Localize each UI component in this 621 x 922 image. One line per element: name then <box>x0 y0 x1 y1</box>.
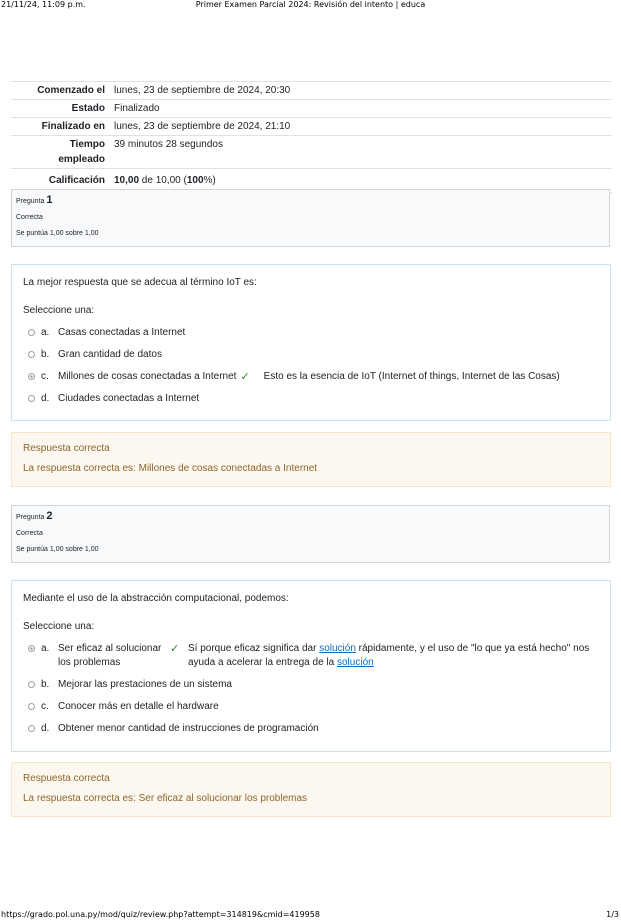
feedback-text: ayuda a acelerar la entrega de la <box>188 657 337 668</box>
option-letter: a. <box>41 327 50 338</box>
radio-checked-icon[interactable] <box>28 645 35 652</box>
option-text-line2: los problemas <box>58 657 121 668</box>
question-2-state: Correcta <box>16 530 43 537</box>
option-text: Obtener menor cantidad de instrucciones de programación <box>58 723 319 734</box>
outcome-right-answer: La respuesta correcta es: Ser eficaz al solucionar los problemas <box>23 793 308 804</box>
question-2-option-d[interactable] <box>23 722 599 736</box>
outcome-right-answer: La respuesta correcta es: Millones de cosas conectadas a Internet <box>23 463 318 474</box>
question-1-number <box>16 194 605 208</box>
summary-row-finished <box>11 117 612 135</box>
grade-end: %) <box>203 175 216 186</box>
question-2-option-a[interactable] <box>23 642 599 670</box>
question-2-option-c[interactable] <box>23 700 599 714</box>
outcome-title: Respuesta correcta <box>23 773 110 784</box>
started-label: Comenzado el <box>37 85 105 96</box>
question-prefix: Pregunta <box>16 514 45 521</box>
question-2-prompt: Mediante el uso de la abstracción computacional, podemos: <box>23 593 289 604</box>
question-number: 2 <box>46 510 53 522</box>
grade-percent: 100 <box>186 175 204 186</box>
finished-label: Finalizado en <box>41 121 105 132</box>
question-1-info <box>11 189 610 247</box>
print-header <box>0 0 621 12</box>
summary-row-time <box>11 135 612 168</box>
question-number: 1 <box>46 194 53 206</box>
option-text <box>58 642 166 670</box>
question-1-state: Correcta <box>16 214 43 221</box>
question-2-select-label: Seleccione una: <box>23 621 95 632</box>
option-feedback: Esto es la esencia de IoT (Internet of things, Internet de las Cosas) <box>263 371 560 382</box>
question-1-content <box>11 264 611 421</box>
radio-icon[interactable] <box>28 395 35 402</box>
summary-row-state <box>11 99 612 117</box>
print-page-title: Primer Examen Parcial 2024: Revisión del intento | educa <box>195 0 426 9</box>
question-1-option-c[interactable] <box>23 370 599 384</box>
attempt-summary-table <box>11 81 612 193</box>
option-text: Gran cantidad de datos <box>58 349 162 360</box>
question-1-grade: Se puntúa 1,00 sobre 1,00 <box>16 230 99 237</box>
state-value: Finalizado <box>114 103 160 114</box>
time-label-line2: empleado <box>58 154 105 165</box>
print-url: https://grado.pol.una.py/mod/quiz/review.php?attempt=314819&cmid=419958 <box>1 910 320 919</box>
state-label: Estado <box>71 103 105 114</box>
feedback-line1 <box>188 642 589 656</box>
print-page-number: 1/3 <box>606 910 619 919</box>
option-text: Conocer más en detalle el hardware <box>58 701 219 712</box>
option-letter: a. <box>41 643 50 654</box>
option-letter: c. <box>41 701 49 712</box>
question-2-number <box>16 510 605 524</box>
question-prefix: Pregunta <box>16 198 45 205</box>
radio-icon[interactable] <box>28 725 35 732</box>
question-2-info <box>11 505 610 563</box>
radio-icon[interactable] <box>28 351 35 358</box>
check-icon: ✓ <box>170 643 180 655</box>
option-text: Ciudades conectadas a Internet <box>58 393 200 404</box>
option-letter: d. <box>41 723 50 734</box>
feedback-text: rápidamente, y el uso de "lo que ya está hecho" nos <box>355 643 590 654</box>
time-value: 39 minutos 28 segundos <box>114 139 223 150</box>
option-feedback <box>188 642 589 670</box>
question-2-grade: Se puntúa 1,00 sobre 1,00 <box>16 546 99 553</box>
grade-value <box>105 172 612 189</box>
time-label-line1: Tiempo <box>69 139 105 150</box>
glossary-link-solucion[interactable]: solución <box>319 643 356 654</box>
radio-icon[interactable] <box>28 681 35 688</box>
question-1-outcome <box>11 432 611 487</box>
summary-row-started <box>11 81 612 99</box>
option-text: Casas conectadas a Internet <box>58 327 186 338</box>
outcome-title: Respuesta correcta <box>23 443 110 454</box>
radio-checked-icon[interactable] <box>28 373 35 380</box>
radio-icon[interactable] <box>28 703 35 710</box>
grade-score: 10,00 <box>114 175 140 186</box>
grade-of: de 10,00 ( <box>139 175 187 186</box>
question-1-select-label: Seleccione una: <box>23 305 95 316</box>
print-footer <box>0 910 621 922</box>
question-1-prompt: La mejor respuesta que se adecua al término IoT es: <box>23 277 257 288</box>
print-datetime: 21/11/24, 11:09 p.m. <box>1 0 86 9</box>
option-text-line1: Ser eficaz al solucionar <box>58 643 162 654</box>
started-value: lunes, 23 de septiembre de 2024, 20:30 <box>114 85 291 96</box>
feedback-text: Sí porque eficaz significa dar <box>188 643 320 654</box>
option-letter: c. <box>41 371 49 382</box>
finished-value: lunes, 23 de septiembre de 2024, 21:10 <box>114 121 291 132</box>
question-1-option-d[interactable] <box>23 392 599 406</box>
radio-icon[interactable] <box>28 329 35 336</box>
option-letter: b. <box>41 679 50 690</box>
time-label <box>11 136 105 168</box>
option-letter: b. <box>41 349 50 360</box>
question-2-option-b[interactable] <box>23 678 599 692</box>
feedback-line2 <box>188 656 589 670</box>
option-letter: d. <box>41 393 50 404</box>
question-2-outcome <box>11 762 611 817</box>
grade-label: Calificación <box>48 175 105 186</box>
glossary-link-solucion[interactable]: solución <box>337 657 374 668</box>
option-text: Millones de cosas conectadas a Internet <box>58 371 237 382</box>
question-1-option-a[interactable] <box>23 326 599 340</box>
question-2-content <box>11 580 611 752</box>
check-icon: ✓ <box>240 371 250 383</box>
option-text: Mejorar las prestaciones de un sistema <box>58 679 232 690</box>
question-1-option-b[interactable] <box>23 348 599 362</box>
